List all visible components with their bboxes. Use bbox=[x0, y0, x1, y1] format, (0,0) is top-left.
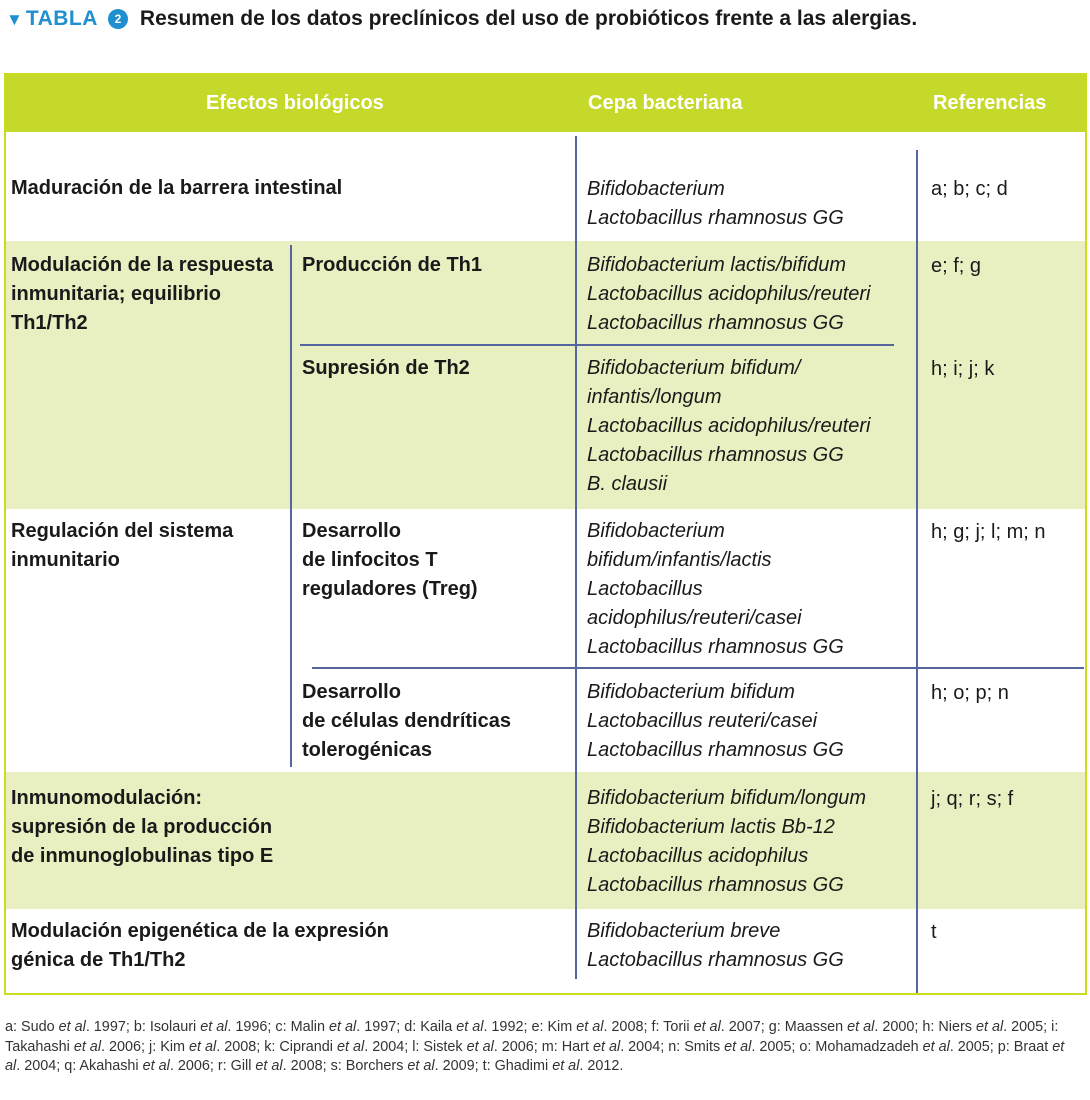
footnote-text: . 1997; b: Isolauri bbox=[85, 1019, 201, 1035]
footnote-text: . 2004; l: Sistek bbox=[364, 1038, 467, 1055]
row3-effect: Regulación del sistema inmunitario bbox=[11, 520, 234, 571]
footnote-etal: et al bbox=[255, 1058, 283, 1074]
footnote-etal: et al bbox=[189, 1038, 217, 1055]
footnote-text: . 1992; e: Kim bbox=[483, 1019, 577, 1035]
row5-effect: Modulación epigenética de la expresión génica de Th1/Th2 bbox=[11, 920, 389, 971]
footnote-etal: et al bbox=[337, 1038, 365, 1055]
column-divider-subeffects bbox=[290, 245, 292, 767]
footnote-text: . 2012. bbox=[579, 1058, 624, 1074]
footnote-text: . 2006; r: Gill bbox=[169, 1058, 256, 1074]
footnote-etal: et al bbox=[456, 1019, 484, 1035]
footnote-etal: et al bbox=[142, 1058, 170, 1074]
row2-sub1-label: Producción de Th1 bbox=[302, 254, 483, 276]
header-strain: Cepa bacteriana bbox=[588, 92, 743, 114]
row3-sub2-label: Desarrollo de células dendríticas tolerogénicas bbox=[302, 681, 511, 761]
triangle-down-icon: ▼ bbox=[6, 9, 23, 29]
footnote-text: . 1996; c: Malin bbox=[227, 1019, 330, 1035]
footnote-etal: et al bbox=[693, 1019, 721, 1035]
row2-sub1-refs: e; f; g bbox=[931, 255, 982, 277]
probiotics-table bbox=[4, 73, 1087, 995]
row3-sub1-refs: h; g; j; l; m; n bbox=[931, 521, 1046, 543]
row3-sub2-strains: Bifidobacterium bifidum Lactobacillus reuteri/casei Lactobacillus rhamnosus GG bbox=[587, 681, 844, 761]
footnote-etal: et al bbox=[200, 1019, 228, 1035]
header-references: Referencias bbox=[933, 92, 1047, 114]
footnote-text: . 2005; i: Takahashi bbox=[5, 1019, 1059, 1055]
table-title bbox=[6, 4, 917, 34]
footnote-etal: et al bbox=[5, 1038, 1065, 1074]
row2-sub2-refs: h; i; j; k bbox=[931, 358, 995, 380]
footnote-etal: et al bbox=[847, 1019, 875, 1035]
row2-sub2-label: Supresión de Th2 bbox=[302, 357, 470, 379]
footnote-text: . 2008; k: Ciprandi bbox=[216, 1038, 337, 1055]
row2-effect: Modulación de la respuesta inmunitaria; equilibrio Th1/Th2 bbox=[11, 254, 274, 334]
footnote-etal: et al bbox=[73, 1038, 102, 1055]
table-label: TABLA bbox=[25, 7, 98, 30]
row1-strains: Bifidobacterium Lactobacillus rhamnosus GG bbox=[587, 178, 844, 229]
row1-effect: Maduración de la barrera intestinal bbox=[11, 177, 343, 199]
row4-strains: Bifidobacterium bifidum/longum Bifidobacterium lactis Bb-12 Lactobacillus acidophilus Lactobacillus rhamnosus GG bbox=[587, 787, 867, 896]
footnote-etal: et al bbox=[329, 1019, 357, 1035]
footnote-text: . 2008; s: Borchers bbox=[282, 1058, 408, 1074]
footnote-etal: et al bbox=[922, 1038, 950, 1055]
footnote-text: . 2004; n: Smits bbox=[620, 1038, 725, 1055]
footnote-etal: et al bbox=[592, 1038, 621, 1055]
footnote-text: . 2006; m: Hart bbox=[493, 1038, 593, 1055]
footnote-etal: et al bbox=[552, 1058, 580, 1074]
subrow-divider-treg bbox=[312, 667, 1084, 669]
row3-sub1-strains: Bifidobacterium bifidum/infantis/lactis Lactobacillus acidophilus/reuteri/casei Lactobacillus rhamnosus GG bbox=[587, 520, 844, 658]
footnote-text: . 2005; p: Braat bbox=[949, 1038, 1053, 1055]
footnote-etal: et al bbox=[724, 1038, 752, 1055]
footnote-text: . 2007; g: Maassen bbox=[720, 1019, 848, 1035]
footnote-text: . 2006; j: Kim bbox=[101, 1038, 189, 1055]
footnote-text: . 2008; f: Torii bbox=[603, 1019, 694, 1035]
row1-refs: a; b; c; d bbox=[931, 178, 1008, 200]
row3-sub1-label: Desarrollo de linfocitos T reguladores (Treg) bbox=[302, 520, 478, 600]
row5-refs: t bbox=[931, 921, 937, 943]
row3-sub2-refs: h; o; p; n bbox=[931, 682, 1009, 704]
header-effects: Efectos biológicos bbox=[206, 92, 384, 114]
subrow-divider-th bbox=[300, 344, 894, 346]
table-number-badge: 2 bbox=[108, 9, 128, 29]
row5-strains: Bifidobacterium breve Lactobacillus rhamnosus GG bbox=[587, 920, 844, 971]
footnote-etal: et al bbox=[576, 1019, 604, 1035]
row4-effect: Inmunomodulación: supresión de la producción de inmunoglobulinas tipo E bbox=[11, 787, 274, 867]
table-header bbox=[6, 75, 1085, 132]
footnote-text: . 2009; t: Ghadimi bbox=[434, 1058, 553, 1074]
column-divider-strain bbox=[575, 136, 577, 979]
footnote-etal: et al bbox=[407, 1058, 435, 1074]
row2-sub2-strains: Bifidobacterium bifidum/ infantis/longum Lactobacillus acidophilus/reuteri Lactobacillus rhamnosus GG B. clausii bbox=[587, 357, 871, 495]
footnote-text: . 2004; q: Akahashi bbox=[16, 1058, 143, 1074]
row4-refs: j; q; r; s; f bbox=[931, 788, 1014, 810]
row2-sub1-strains: Bifidobacterium lactis/bifidum Lactobacillus acidophilus/reuteri Lactobacillus rhamnosus GG bbox=[587, 254, 871, 334]
footnote-etal: et al bbox=[58, 1019, 86, 1035]
footnote-text: . 2000; h: Niers bbox=[874, 1019, 976, 1035]
column-divider-references bbox=[916, 150, 918, 993]
table-footnote bbox=[5, 1018, 1083, 1077]
table-title-text: Resumen de los datos preclínicos del uso de probióticos frente a las alergias. bbox=[139, 7, 918, 30]
footnote-text: a: Sudo bbox=[5, 1019, 59, 1035]
footnote-etal: et al bbox=[975, 1019, 1004, 1035]
footnote-etal: et al bbox=[466, 1038, 494, 1055]
footnote-text: . 2005; o: Mohamadzadeh bbox=[751, 1038, 923, 1055]
footnote-text: . 1997; d: Kaila bbox=[356, 1019, 457, 1035]
